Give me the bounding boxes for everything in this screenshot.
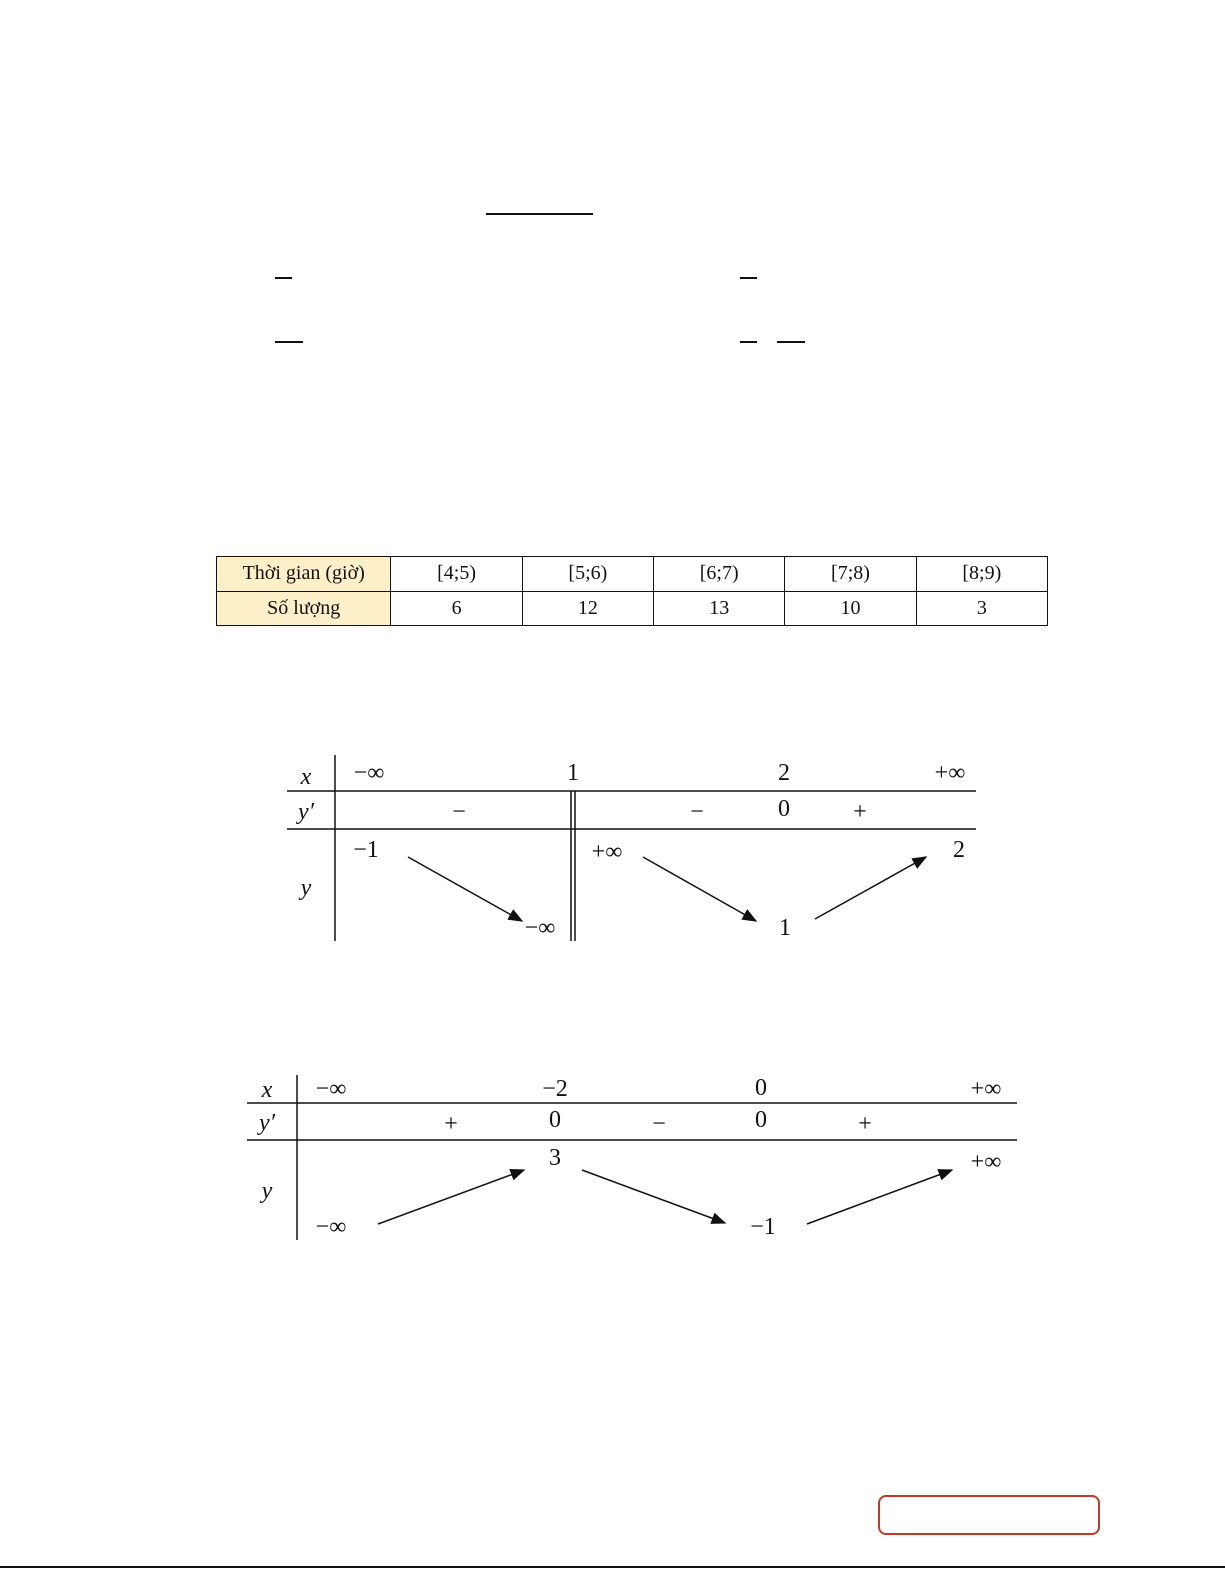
interval-cell: [4;5) <box>391 557 522 592</box>
sign: + <box>853 799 867 825</box>
count-cell: 10 <box>785 591 916 626</box>
sign: + <box>858 1111 872 1137</box>
count-cell: 3 <box>916 591 1047 626</box>
y-value: −∞ <box>524 915 556 941</box>
y-value: 1 <box>779 915 791 941</box>
count-header-cell: Số lượng <box>217 591 391 626</box>
row-label-x: x <box>300 764 312 790</box>
sign: − <box>652 1111 666 1137</box>
x-value: −2 <box>542 1076 568 1102</box>
sign: 0 <box>549 1107 561 1133</box>
sign: + <box>444 1111 458 1137</box>
time-header-cell: Thời gian (giờ) <box>217 557 391 592</box>
count-cell: 12 <box>522 591 653 626</box>
x-value: +∞ <box>934 760 966 786</box>
y-value: −∞ <box>315 1214 347 1240</box>
row-label-yprime: y′ <box>298 799 314 825</box>
x-value: −∞ <box>353 760 385 786</box>
arrow-up <box>807 1170 952 1224</box>
y-value: +∞ <box>970 1149 1002 1175</box>
interval-cell: [8;9) <box>916 557 1047 592</box>
interval-cell: [7;8) <box>785 557 916 592</box>
row-label-x: x <box>261 1077 273 1103</box>
row-label-y: y <box>300 875 312 901</box>
count-cell: 13 <box>654 591 785 626</box>
sign: − <box>690 799 704 825</box>
sign: 0 <box>778 796 790 822</box>
sign: − <box>452 799 466 825</box>
row-label-y: y <box>261 1178 273 1204</box>
y-value: −1 <box>750 1214 776 1240</box>
x-value: −∞ <box>315 1076 347 1102</box>
count-cell: 6 <box>391 591 522 626</box>
arrow-up <box>378 1170 524 1224</box>
x-value: +∞ <box>970 1076 1002 1102</box>
footer-button-frame[interactable] <box>878 1495 1100 1535</box>
interval-cell: [6;7) <box>654 557 785 592</box>
x-value: 0 <box>755 1075 767 1101</box>
y-value: 2 <box>953 837 965 863</box>
y-value: +∞ <box>591 839 623 865</box>
x-value: 1 <box>567 760 579 786</box>
arrow-down <box>582 1170 725 1223</box>
y-value: −1 <box>353 837 379 863</box>
x-value: 2 <box>778 760 790 786</box>
row-label-yprime: y′ <box>259 1110 275 1136</box>
interval-cell: [5;6) <box>522 557 653 592</box>
sign: 0 <box>755 1107 767 1133</box>
y-value: 3 <box>549 1145 561 1171</box>
page-bottom-rule <box>0 1566 1225 1568</box>
